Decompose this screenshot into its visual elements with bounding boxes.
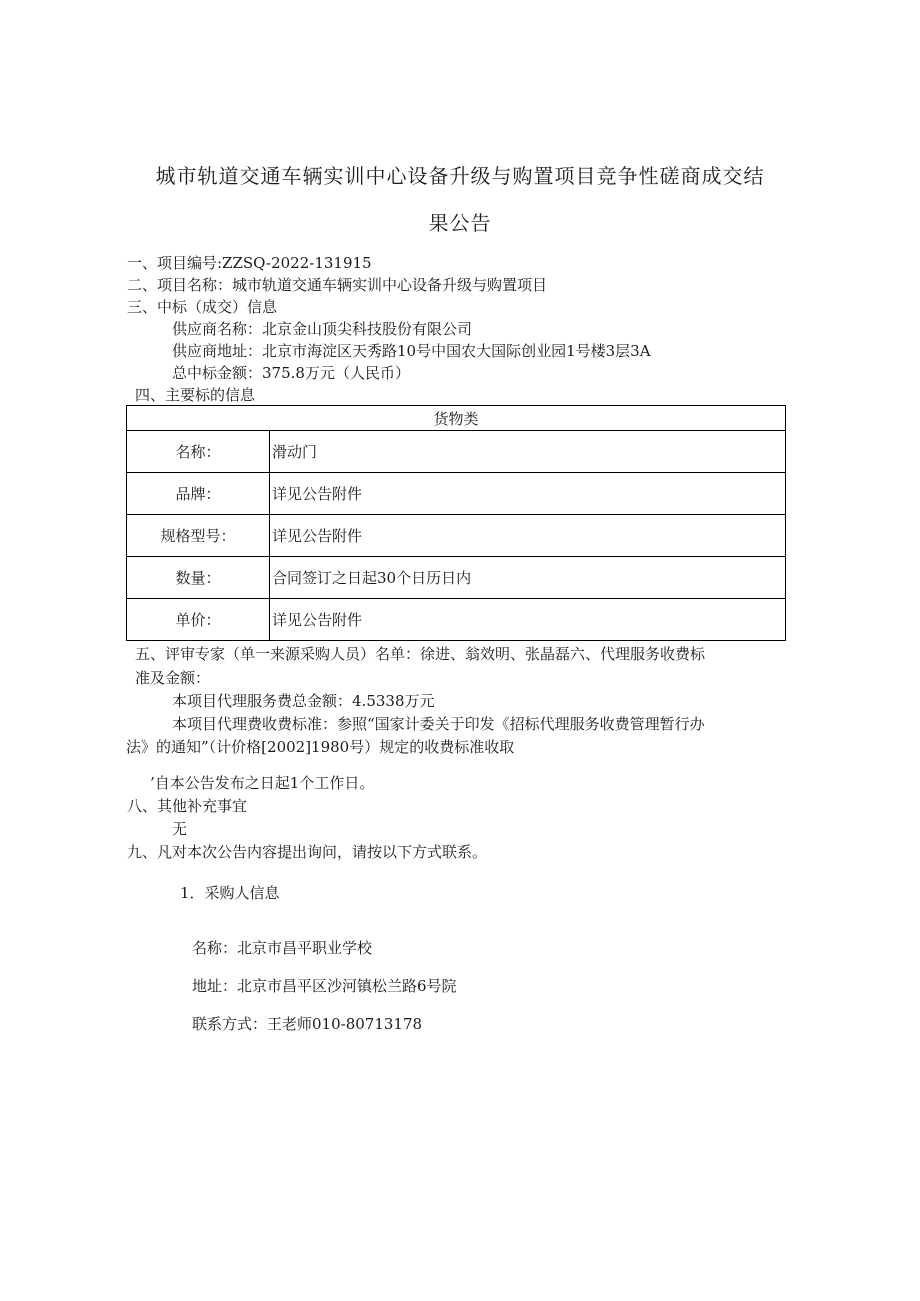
table-row	[127, 515, 786, 557]
agency-fee-standard-line1: 本项目代理费收费标准：参照“国家计委关于印发《招标代理服务收费管理暂行办	[172, 715, 705, 733]
award-info-heading: 三、中标（成交）信息	[127, 298, 278, 316]
table-row	[127, 557, 786, 599]
row-value-quantity: 合同签订之日起30个日历日内	[270, 557, 786, 599]
other-matters-heading: 八、其他补充事宜	[127, 797, 248, 815]
row-value-name: 滑动门	[270, 431, 786, 473]
row-label-unit-price: 单价：	[127, 599, 270, 641]
experts-list-line1: 五、评审专家（单一来源采购人员）名单：徐进、翁效明、张晶磊六、代理服务收费标	[135, 645, 706, 663]
row-value-brand: 详见公告附件	[270, 473, 786, 515]
purchaser-info-heading: 1．采购人信息	[180, 884, 280, 902]
purchaser-name: 名称：北京市昌平职业学校	[192, 939, 373, 957]
goods-table	[126, 405, 786, 641]
announcement-title-line1: 城市轨道交通车辆实训中心设备升级与购置项目竞争性磋商成交结	[155, 164, 765, 188]
row-label-name: 名称：	[127, 431, 270, 473]
table-row	[127, 473, 786, 515]
project-name: 二、项目名称：城市轨道交通车辆实训中心设备升级与购置项目	[127, 276, 548, 294]
purchaser-contact: 联系方式：王老师010-80713178	[192, 1015, 423, 1033]
purchaser-address: 地址：北京市昌平区沙河镇松兰路6号院	[192, 977, 457, 995]
project-number: 一、项目编号:ZZSQ-2022-131915	[127, 254, 372, 272]
table-header-row	[127, 406, 786, 431]
supplier-address: 供应商地址：北京市海淀区天秀路10号中国农大国际创业园1号楼3层3A	[172, 342, 651, 360]
supplier-name: 供应商名称：北京金山顶尖科技股份有限公司	[172, 320, 473, 338]
main-items-heading: 四、主要标的信息	[135, 386, 256, 404]
row-label-quantity: 数量：	[127, 557, 270, 599]
announcement-title-line2: 果公告	[428, 211, 492, 235]
total-award-amount: 总中标金额：375.8万元（人民币）	[172, 364, 410, 382]
table-row	[127, 599, 786, 641]
row-value-model: 详见公告附件	[270, 515, 786, 557]
contact-heading: 九、凡对本次公告内容提出询问，请按以下方式联系。	[127, 843, 488, 861]
table-row	[127, 431, 786, 473]
table-header-goods: 货物类	[127, 406, 786, 431]
agency-fee-standard-line2: 法》的通知”（计价格[2002]1980号）规定的收费标准收取	[126, 738, 515, 756]
experts-list-line2: 准及金额：	[135, 669, 211, 687]
row-value-unit-price: 详见公告附件	[270, 599, 786, 641]
agency-fee-total: 本项目代理服务费总金额：4.5338万元	[172, 692, 435, 710]
notice-period: ’自本公告发布之日起1个工作日。	[150, 774, 375, 792]
row-label-brand: 品牌：	[127, 473, 270, 515]
row-label-model: 规格型号：	[127, 515, 270, 557]
other-matters-content: 无	[172, 820, 188, 838]
